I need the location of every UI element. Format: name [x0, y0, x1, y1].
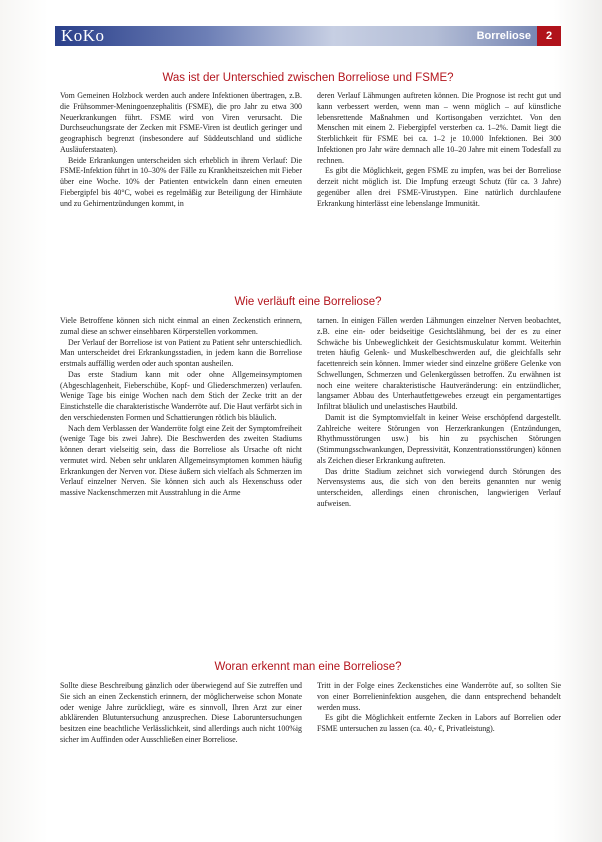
paragraph: Es gibt die Möglichkeit entfernte Zecken in Labors auf Borrelien oder FSME untersuchen zu lassen (ca. 40,- €, Privatleistung). [317, 713, 561, 733]
paragraph: Es gibt die Möglichkeit, gegen FSME zu impfen, was bei der Borreliose derzeit nicht möglich ist. Die Impfung erzeugt Schutz (für ca. 3 Jahre) gegenüber allen drei FSME-Virustypen. Eine natürlich durchlaufene Erkrankung hinterlässt eine lebenslange Immunität. [317, 166, 561, 208]
paragraph: Tritt in der Folge eines Zeckenstiches eine Wanderröte auf, so sollten Sie von einer Borrelieninfektion ausgehen, die dann entsprechend behandelt werden muss. [317, 681, 561, 712]
section-label: Borreliose [476, 30, 531, 42]
paragraph: Beide Erkrankungen unterscheiden sich erheblich in ihrem Verlauf: Die FSME-Infektion führt in 10–30% der Fälle zu Krankheitszeichen mit Fieber über eine Woche. 10% der Patienten entwickeln dann einen erneuten Fiebergipfel bis 40°C, wobei es regelmäßig zur Beteiligung der Hirnhäute und zu Gehirnentzündungen kommt, in [60, 155, 302, 208]
section-3-right-column [317, 681, 561, 735]
section-1-left-column [60, 91, 302, 209]
section-heading-course: Wie verläuft eine Borreliose? [234, 296, 382, 308]
brand-logo: KoKo [61, 26, 105, 45]
page-number: 2 [537, 26, 561, 46]
paragraph: deren Verlauf Lähmungen auftreten können. Die Prognose ist recht gut und kann verbessert werden, wenn man – wenn möglich – auf künstliche lebensrettende Maßnahmen und Kortisongaben verzichtet. Von den Menschen mit einem 2. Fiebergipfel versterben ca. 1–2%. Damit liegt die Sterblichkeit für FSME bei ca. 1–2 je 10.000 Infektionen. Bei 300 Infektionen pro Jahr wäre demnach alle 10–20 Jahre mit einem Todesfall zu rechnen. [317, 91, 561, 165]
section-3-left-column [60, 681, 302, 746]
paragraph: Viele Betroffene können sich nicht einmal an einen Zeckenstich erinnern, zumal diese an schwer einsehbaren Körperstellen vorkommen. [60, 316, 302, 336]
paragraph: Der Verlauf der Borreliose ist von Patient zu Patient sehr unterschiedlich. Man unterscheidet drei Erkrankungsstadien, in jedem kann die Borreliose erstmals auffällig werden oder auch spontan ausheilen. [60, 337, 302, 368]
paragraph: Nach dem Verblassen der Wanderröte folgt eine Zeit der Symptomfreiheit (wenige Tage bis zwei Jahre). Die Beschwerden des zweiten Stadiums können derart vielseitig sein, dass die Borreliose als Ursache oft nicht vermutet wird. Neben sehr unklaren Allgemeinsymptomen kommen häufig Erkrankungen der Nerven vor. Diese äußern sich vielfach als Schmerzen im Verlauf einzelner Nerven. Sie können sich auch als Hexenschuss oder massive Nackenschmerzen mit Ausstrahlung in die Arme [60, 423, 302, 497]
header-bar [55, 26, 561, 46]
section-2-right-column [317, 316, 561, 510]
section-heading-difference: Was ist der Unterschied zwischen Borreliose und FSME? [162, 72, 454, 84]
paragraph: Das erste Stadium kann mit oder ohne Allgemeinsymptomen (Abgeschlagenheit, Fieberschübe, Kopf- und Gliederschmerzen) verlaufen. Wenige Tage bis einige Wochen nach dem Stich der Zecke tritt an der Einstichstelle die charakteristische Wanderröte auf. Die Haut verfärbt sich in den verschiedensten Formen und Schattierungen rötlich bis bläulich. [60, 369, 302, 422]
paragraph: Das dritte Stadium zeichnet sich vorwiegend durch Störungen des Nervensystems aus, die sich von den bereits genannten nur wenig unterscheiden, allerdings einen chronischen, langwierigen Verlauf aufweisen. [317, 466, 561, 508]
paragraph: Damit ist die Symptomvielfalt in keiner Weise erschöpfend dargestellt. Zahlreiche weitere Störungen von Herzerkrankungen (Entzündungen, Rhythmusstörungen usw.) bis hin zu psychischen Störungen (Stimmungsschwankungen, Depressivität, Konzentrationsstörungen) können als Zeichen dieser Erkrankung auftreten. [317, 412, 561, 465]
paragraph: tarnen. In einigen Fällen werden Lähmungen einzelner Nerven beobachtet, z.B. eine ein- oder beidseitige Gesichtslähmung, bei der es zu einer Schwäche bis Unbeweglichkeit der Gesichtsmuskulatur kommt. Weiterhin treten häufig Gelenk- und Muskelbeschwerden auf, die gleichfalls sehr facettenreich sein können. Immer wieder sind einzelne größere Gelenke von Schwellungen, Schmerzen und Gelenkergüssen betroffen. Zu erwähnen ist noch eine weitere charakteristische Hautveränderung: ein entzündlicher, langsamer Abbau des Unterhautfettgewebes erzeugt ein pergamentartiges Infiltrat bläulich und unelastisches Hautbild. [317, 316, 561, 411]
paragraph: Sollte diese Beschreibung gänzlich oder überwiegend auf Sie zutreffen und Sie sich an einen Zeckenstich erinnern, der möglicherweise schon Monate oder wenige Jahre zurückliegt, wäre es sinnvoll, Ihren Arzt zur einer abklärenden Blutuntersuchung anzusprechen. Diese Laboruntersuchungen besitzen eine beachtliche Verlässlichkeit, sind allerdings auch nicht 100%ig sicher im Auffinden oder Ausschließen einer Borreliose. [60, 681, 302, 744]
paragraph: Vom Gemeinen Holzbock werden auch andere Infektionen übertragen, z.B. die Frühsommer-Meningoenzephalitis (FSME), die pro Jahr zu etwa 300 Neuerkrankungen führt. FSME wird von Viren verursacht. Die Durchseuchungsrate der Zecken mit FSME-Viren ist deutlich geringer und geographisch begrenzt (insbesondere auf Süddeutschland und südliche Ausläuferstaaten). [60, 91, 302, 154]
section-1-right-column [317, 91, 561, 209]
section-heading-recognition: Woran erkennt man eine Borreliose? [214, 661, 402, 673]
section-2-left-column [60, 316, 302, 499]
